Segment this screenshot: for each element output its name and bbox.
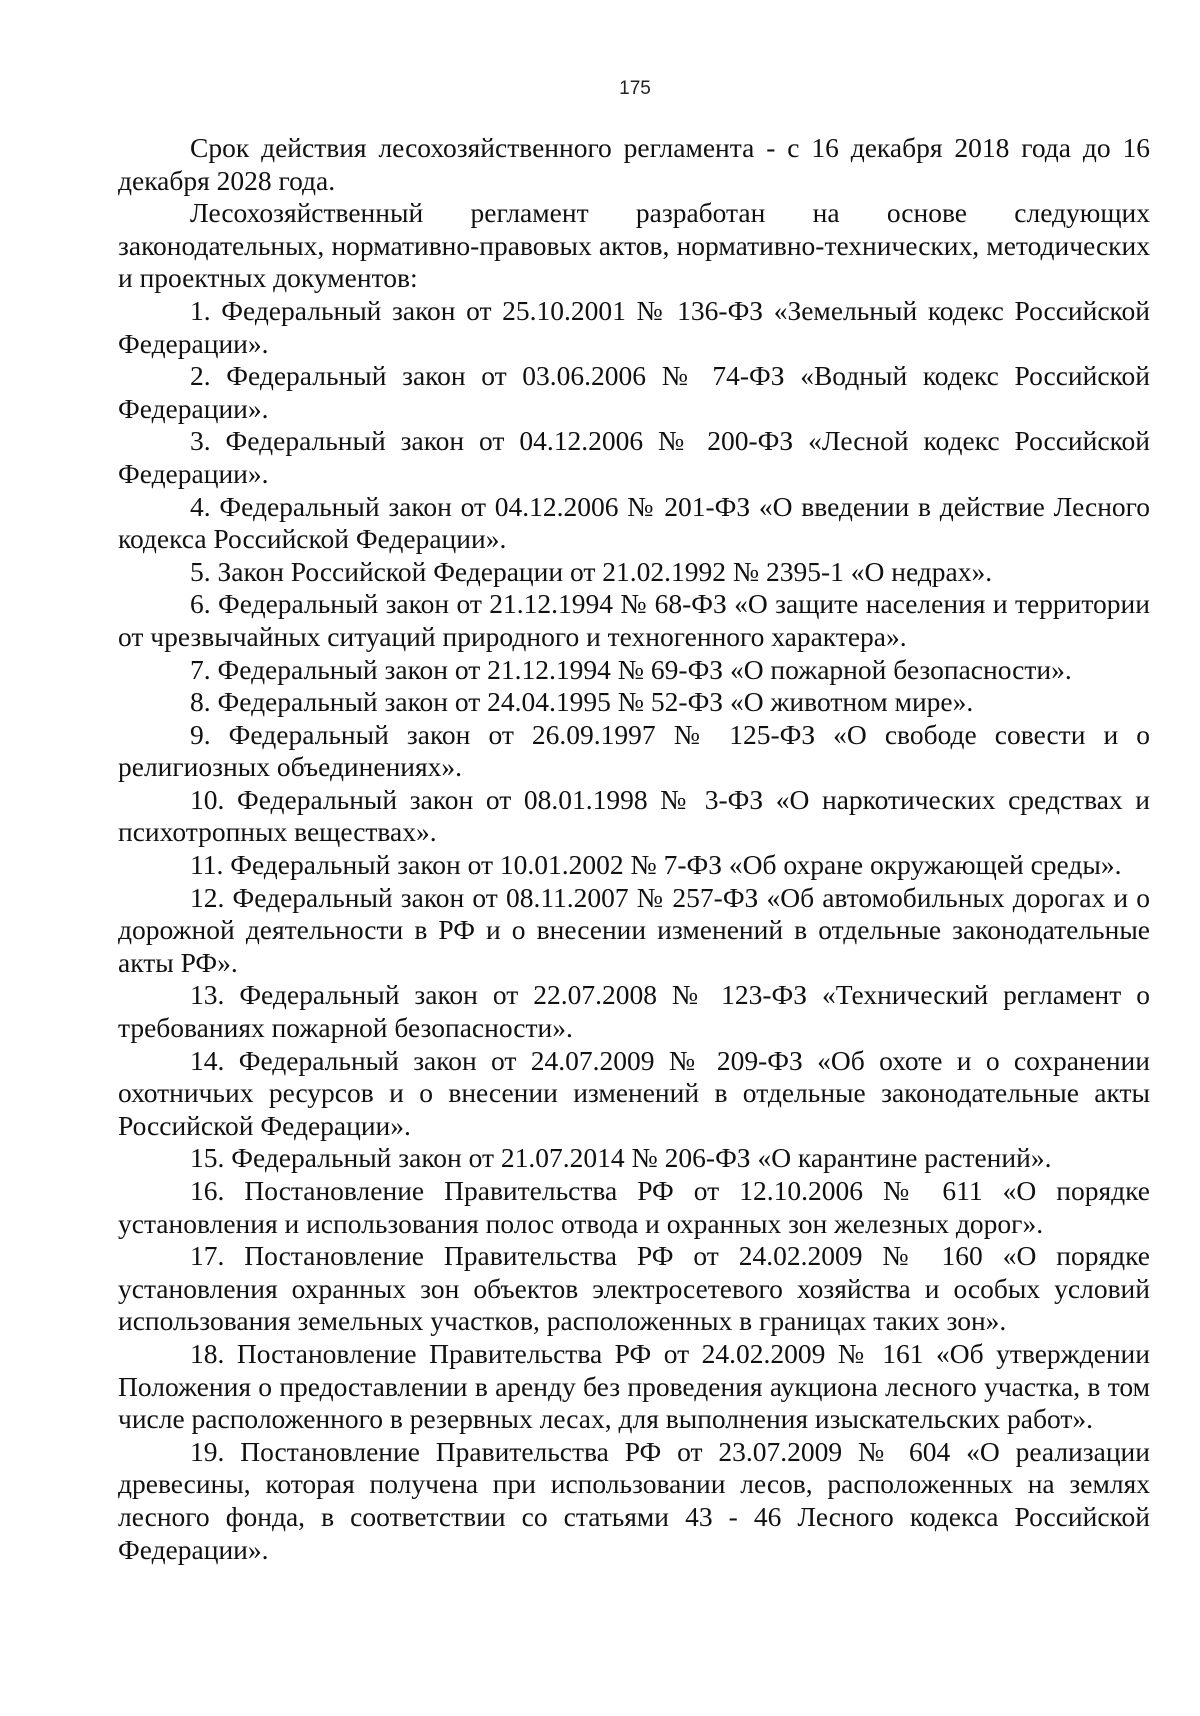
list-item: 15. Федеральный закон от 21.07.2014 № 206-ФЗ «О карантине растений». (190, 1142, 1052, 1174)
list-item: 4. Федеральный закон от 04.12.2006 № 201-ФЗ «О введении в действие Лесного кодекса Российской Федерации». (118, 490, 1150, 555)
list-item: 5. Закон Российской Федерации от 21.02.1992 № 2395-1 «О недрах». (190, 555, 993, 587)
list-item: 6. Федеральный закон от 21.12.1994 № 68-ФЗ «О защите населения и территории от чрезвычайных ситуаций природного и техногенного характера». (118, 588, 1150, 652)
list-item: 18. Постановление Правительства РФ от 24.02.2009 № 161 «Об утверждении Положения о предоставлении в аренду без проведения аукциона лесного участка, в том числе расположенного в резервных лесах, для выполнения изыскательских работ». (118, 1337, 1150, 1435)
list-item: 19. Постановление Правительства РФ от 23.07.2009 № 604 «О реализации древесины, которая получена при использовании лесов, расположенных на землях лесного фонда, в соответствии со статьями 43 - 46 Лесного кодекса Российской Федерации». (118, 1435, 1150, 1565)
list-item: 2. Федеральный закон от 03.06.2006 № 74-ФЗ «Водный кодекс Российской Федерации». (118, 360, 1150, 424)
list-item: 10. Федеральный закон от 08.01.1998 № 3-ФЗ «О наркотических средствах и психотропных веществах». (118, 783, 1150, 848)
document-body (118, 132, 1150, 1566)
list-item: 3. Федеральный закон от 04.12.2006 № 200-ФЗ «Лесной кодекс Российской Федерации». (118, 425, 1150, 489)
list-item: 13. Федеральный закон от 22.07.2008 № 123-ФЗ «Технический регламент о требованиях пожарной безопасности». (118, 979, 1150, 1044)
list-item: 14. Федеральный закон от 24.07.2009 № 209-ФЗ «Об охоте и о сохранении охотничьих ресурсов и о внесении изменений в отдельные законодательные акты Российской Федерации». (118, 1044, 1150, 1141)
list-item: 9. Федеральный закон от 26.09.1997 № 125-ФЗ «О свободе совести и о религиозных объединениях». (118, 718, 1150, 783)
list-item: 16. Постановление Правительства РФ от 12.10.2006 № 611 «О порядке установления и использования полос отвода и охранных зон железных дорог». (118, 1175, 1150, 1239)
list-item: 1. Федеральный закон от 25.10.2001 № 136-ФЗ «Земельный кодекс Российской Федерации». (118, 294, 1150, 359)
regulation-term-paragraph: Срок действия лесохозяйственного регламента - с 16 декабря 2018 года до 16 декабря 2028 года. (118, 132, 1150, 196)
list-item: 8. Федеральный закон от 24.04.1995 № 52-ФЗ «О животном мире». (190, 686, 974, 718)
basis-intro-paragraph: Лесохозяйственный регламент разработан на основе следующих законодательных, нормативно-правовых актов, нормативно-технических, методических и проектных документов: (118, 197, 1150, 294)
list-item: 7. Федеральный закон от 21.12.1994 № 69-ФЗ «О пожарной безопасности». (190, 653, 1072, 685)
list-item: 17. Постановление Правительства РФ от 24.02.2009 № 160 «О порядке установления охранных зон объектов электросетевого хозяйства и особых условий использования земельных участков, расположенных в границах таких зон». (118, 1240, 1150, 1337)
list-item: 12. Федеральный закон от 08.11.2007 № 257-ФЗ «Об автомобильных дорогах и о дорожной деятельности в РФ и о внесении изменений в отдельные законодательные акты РФ». (118, 881, 1150, 978)
list-item: 11. Федеральный закон от 10.01.2002 № 7-ФЗ «Об охране окружающей среды». (190, 849, 1122, 881)
page-number: 175 (619, 78, 651, 99)
